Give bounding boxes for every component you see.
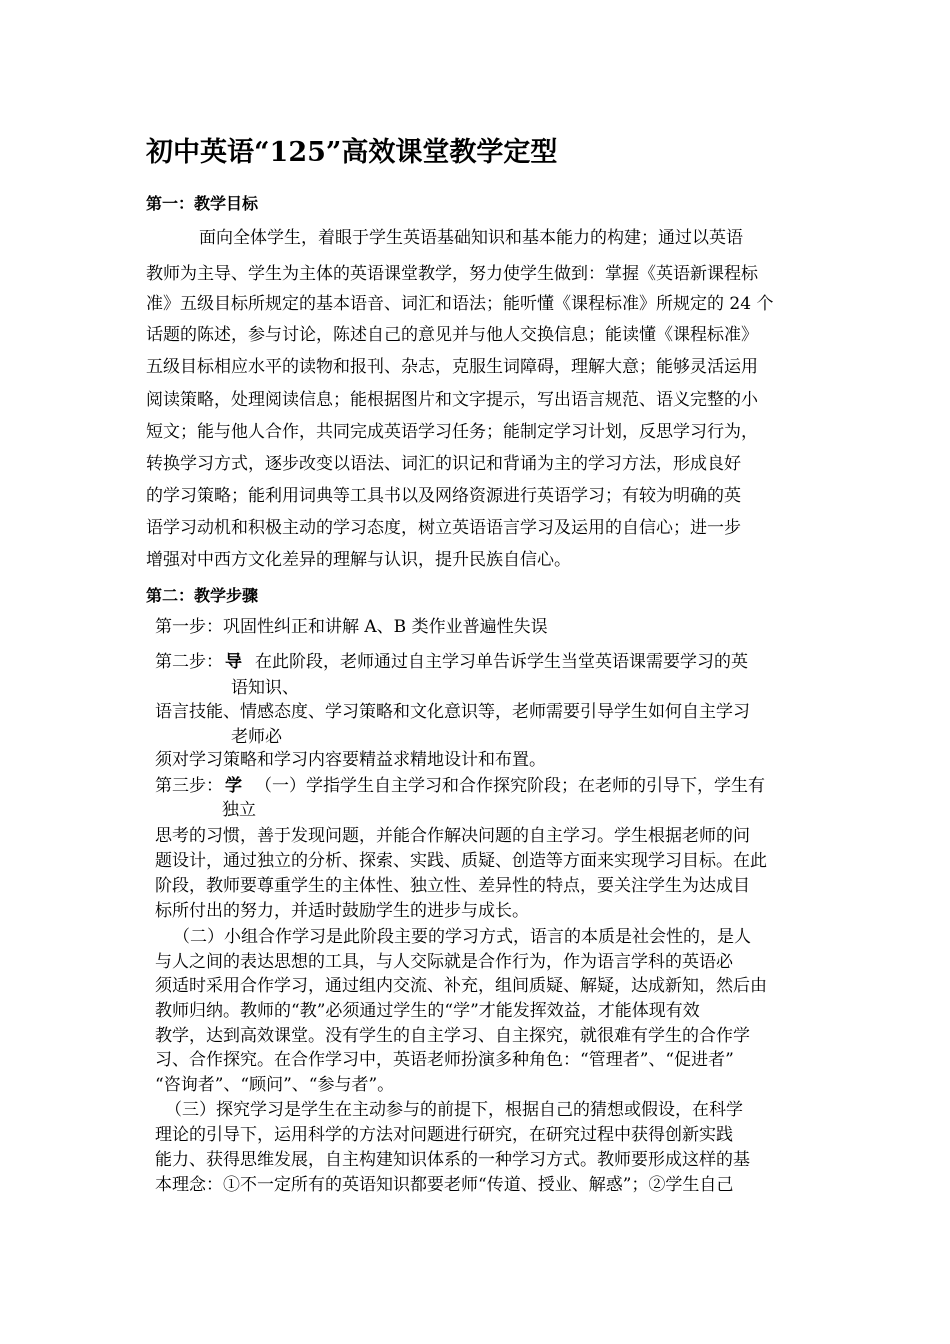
text-line: 标所付出的努力，并适时鼓励学生的进步与成长。 — [155, 901, 529, 921]
text-line: “咨询者”、“顾问”、“参与者”。 — [155, 1075, 395, 1095]
text-line: （三）探究学习是学生在主动参与的前提下，根据自己的猜想或假设，在科学 — [165, 1100, 743, 1120]
step-three-label: 第三步： — [155, 776, 223, 796]
text-line: 转换学习方式，逐步改变以语法、词汇的识记和背诵为主的学习方法，形成良好 — [146, 454, 741, 474]
text-line: 语学习动机和积极主动的学习态度，树立英语语言学习及运用的自信心；进一步 — [146, 518, 741, 538]
text-line: 能力、获得思维发展，自主构建知识体系的一种学习方式。教师要形成这样的基 — [155, 1150, 750, 1170]
section-heading-goals: 第一：教学目标 — [146, 194, 259, 213]
text-line: 阶段，教师要尊重学生的主体性、独立性、差异性的特点，要关注学生为达成目 — [155, 876, 750, 896]
text-line: 习、合作探究。在合作学习中，英语老师扮演多种角色：“管理者”、“促进者” — [155, 1050, 734, 1070]
text-line: 与人之间的表达思想的工具，与人交际就是合作行为，作为语言学科的英语必 — [155, 952, 733, 972]
text-line: 语言技能、情感态度、学习策略和文化意识等，老师需要引导学生如何自主学习 — [155, 702, 750, 722]
text-line: 面向全体学生，着眼于学生英语基础知识和基本能力的构建；通过以英语 — [199, 228, 743, 248]
step-three-keyword: 学 — [225, 776, 242, 796]
text-line: 在此阶段，老师通过自主学习单告诉学生当堂英语课需要学习的英 — [255, 652, 748, 672]
text-line: （一）学指学生自主学习和合作探究阶段；在老师的引导下，学生有 — [255, 776, 765, 796]
text-line: 话题的陈述，参与讨论，陈述自己的意见并与他人交换信息；能读懂《课程标准》 — [146, 325, 758, 345]
step-two-keyword: 导 — [225, 652, 242, 672]
text-line: 思考的习惯，善于发现问题，并能合作解决问题的自主学习。学生根据老师的问 — [155, 826, 750, 846]
step-two-label: 第二步： — [155, 652, 223, 672]
text-line: 须对学习策略和学习内容要精益求精地设计和布置。 — [155, 750, 546, 770]
text-line: （二）小组合作学习是此阶段主要的学习方式，语言的本质是社会性的，是人 — [173, 927, 751, 947]
text-line: 短文；能与他人合作，共同完成英语学习任务；能制定学习计划，反思学习行为， — [146, 422, 758, 442]
text-line: 理论的引导下，运用科学的方法对问题进行研究，在研究过程中获得创新实践 — [155, 1125, 733, 1145]
text-line: 独立 — [222, 800, 256, 820]
text-line: 教师为主导、学生为主体的英语课堂教学，努力使学生做到：掌握《英语新课程标 — [146, 264, 758, 284]
text-line: 教师归纳。教师的“教”必须通过学生的“学”才能发挥效益，才能体现有效 — [155, 1001, 700, 1021]
section-heading-steps: 第二：教学步骤 — [146, 586, 259, 605]
text-line: 准》五级目标所规定的基本语音、词汇和语法；能听懂《课程标准》所规定的 24 个 — [146, 294, 774, 314]
text-line: 的学习策略；能利用词典等工具书以及网络资源进行英语学习；有较为明确的英 — [146, 486, 741, 506]
text-line: 增强对中西方文化差异的理解与认识，提升民族自信心。 — [146, 550, 571, 570]
text-line: 语知识、 — [231, 678, 299, 698]
step-one: 第一步：巩固性纠正和讲解 A、B 类作业普遍性失误 — [155, 617, 548, 637]
document-title: 初中英语“125”高效课堂教学定型 — [146, 137, 558, 168]
text-line: 阅读策略，处理阅读信息；能根据图片和文字提示，写出语言规范、语义完整的小 — [146, 390, 758, 410]
text-line: 题设计，通过独立的分析、探索、实践、质疑、创造等方面来实现学习目标。在此 — [155, 851, 767, 871]
text-line: 老师必 — [231, 727, 282, 747]
text-line: 本理念：①不一定所有的英语知识都要老师“传道、授业、解惑”；②学生自己 — [155, 1175, 734, 1195]
text-line: 须适时采用合作学习，通过组内交流、补充，组间质疑、解疑，达成新知，然后由 — [155, 976, 767, 996]
text-line: 教学，达到高效课堂。没有学生的自主学习、自主探究，就很难有学生的合作学 — [155, 1026, 750, 1046]
text-line: 五级目标相应水平的读物和报刊、杂志，克服生词障碍，理解大意；能够灵活运用 — [146, 357, 758, 377]
